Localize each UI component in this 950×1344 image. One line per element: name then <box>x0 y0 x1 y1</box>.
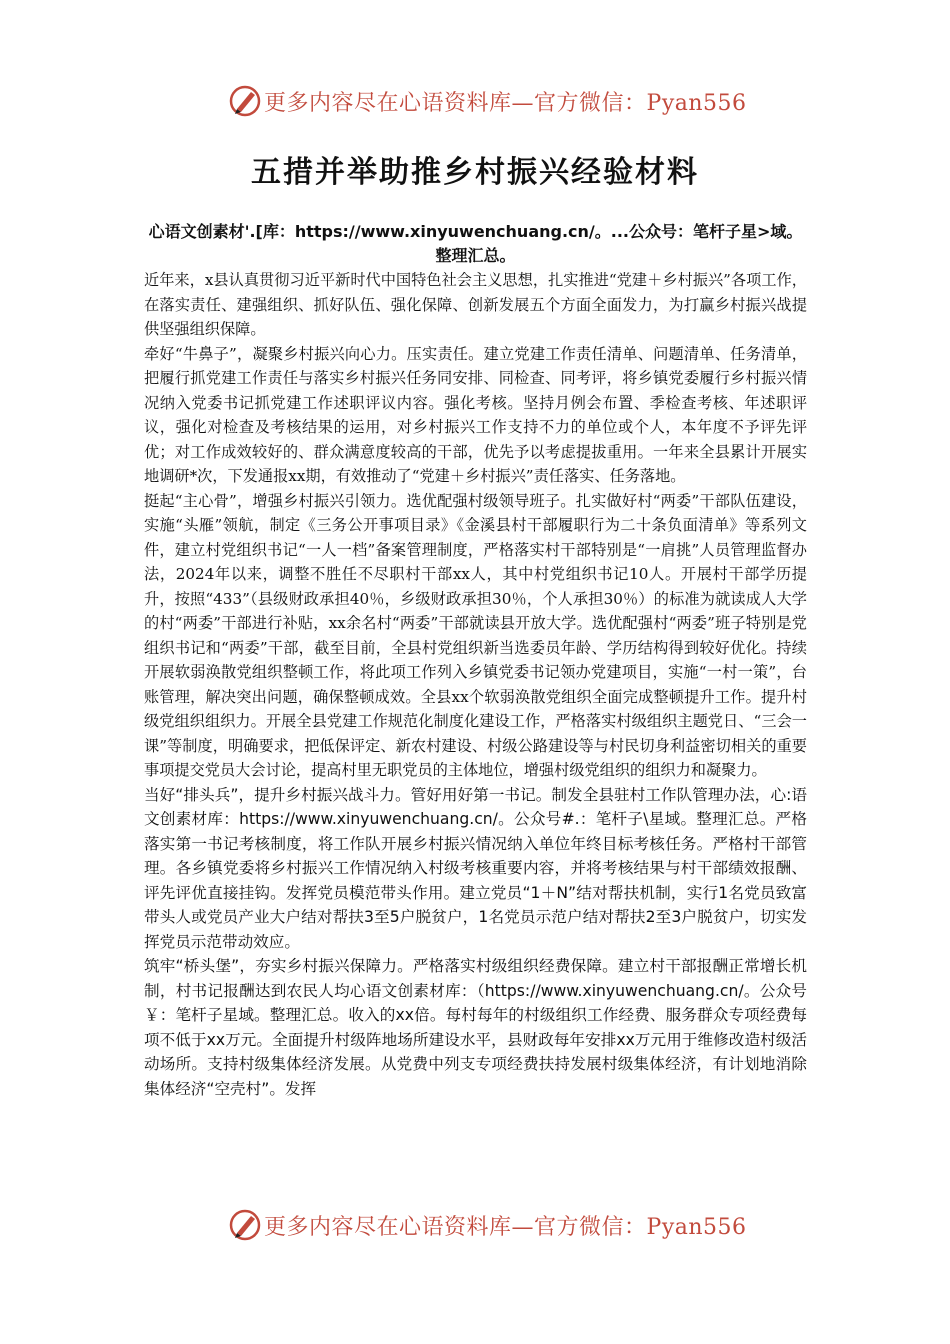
banner-text: 更多内容尽在心语资料库—官方微信：Pyan556 <box>264 1215 747 1240</box>
document-title: 五措并举助推乡村振兴经验材料 <box>251 155 699 190</box>
pen-logo-icon <box>228 84 262 118</box>
paragraph-intro: 近年来，x县认真贯彻习近平新时代中国特色社会主义思想，扎实推进“党建＋乡村振兴”各项工作，在落实责任、建强组织、抓好队伍、强化保障、创新发展五个方面全面发力，为打赢乡村振兴战提供坚强组织保障。 <box>144 271 807 338</box>
wechat-id: Pyan556 <box>646 91 747 116</box>
source-line: 心语文创素材'.[库：https://www.xinyuwenchuang.cn/。...公众号：笔杆子星>域。整理汇总。 <box>148 222 803 265</box>
pen-logo-icon <box>228 1208 262 1242</box>
paragraph-team: 当好“排头兵”，提升乡村振兴战斗力。管好用好第一书记。制发全县驻村工作队管理办法，心:语文创素材库：https://www.xinyuwenchuang.cn/。公众号#.：笔杆子\星域。整理汇总。严格落实第一书记考核制度，将工作队开展乡村振兴情况纳入单位年终目标考核任务。严格村干部管理。各乡镇党委将乡村振兴工作情况纳入村级考核重要内容，并将考核结果与村干部绩效报酬、评先评优直接挂钩。发挥党员模范带头作用。建立党员“1＋N”结对帮扶机制，实行1名党员致富带头人或党员产业大户结对帮扶3至5户脱贫户，1名党员示范户结对帮扶2至3户脱贫户，切实发挥党员示范带动效应。 <box>144 785 807 951</box>
footer-banner <box>0 1206 950 1246</box>
banner-text: 更多内容尽在心语资料库—官方微信：Pyan556 <box>264 91 747 116</box>
document-body <box>144 220 807 1101</box>
paragraph-organization: 挺起“主心骨”，增强乡村振兴引领力。选优配强村级领导班子。扎实做好村“两委”干部队伍建设，实施“头雁”领航，制定《三务公开事项目录》《金溪县村干部履职行为二十条负面清单》等系列文件，建立村党组织书记“一人一档”备案管理制度，严格落实村干部特别是“一肩挑”人员管理监督办法，2024年以来，调整不胜任不尽职村干部xx人，其中村党组织书记10人。开展村干部学历提升，按照“433”（县级财政承担40％，乡级财政承担30％，个人承担30％）的标准为就读成人大学的村“两委”干部进行补贴，xx余名村“两委”干部就读县开放大学。选优配强村“两委”班子特别是党组织书记和“两委”干部，截至目前，全县村党组织新当选委员年龄、学历结构得到较好优化。持续开展软弱涣散党组织整顿工作，将此项工作列入乡镇党委书记领办党建项目，实施“一村一策”，台账管理，解决突出问题，确保整顿成效。全县xx个软弱涣散党组织全面完成整顿提升工作。提升村级党组织组织力。开展全县党建工作规范化制度化建设工作，严格落实村级组织主题党日、“三会一课”等制度，明确要求，把低保评定、新农村建设、村级公路建设等与村民切身利益密切相关的重要事项提交党员大会讨论，提高村里无职党员的主体地位，增强村级党组织的组织力和凝聚力。 <box>144 491 807 779</box>
paragraph-guarantee: 筑牢“桥头堡”，夯实乡村振兴保障力。严格落实村级组织经费保障。建立村干部报酬正常增长机制，村书记报酬达到农民人均心语文创素材库：（https://www.xinyuwenchuang.cn/。公众号￥：笔杆子星域。整理汇总。收入的xx倍。每村每年的村级组织工作经费、服务群众专项经费每项不低于xx万元。全面提升村级阵地场所建设水平，县财政每年安排xx万元用于维修改造村级活动场所。支持村级集体经济发展。从党费中列支专项经费扶持发展村级集体经济，有计划地消除集体经济“空壳村”。发挥 <box>144 957 807 1098</box>
paragraph-responsibility: 牵好“牛鼻子”，凝聚乡村振兴向心力。压实责任。建立党建工作责任清单、问题清单、任务清单，把履行抓党建工作责任与落实乡村振兴任务同安排、同检查、同考评，将乡镇党委履行乡村振兴情况纳入党委书记抓党建工作述职评议内容。强化考核。坚持月例会布置、季检查考核、年述职评议，强化对检查及考核结果的运用，对乡村振兴工作支持不力的单位或个人，本年度不予评先评优；对工作成效较好的、群众满意度较高的干部，优先予以考虑提拔重用。一年来全县累计开展实地调研*次，下发通报xx期，有效推动了“党建＋乡村振兴”责任落实、任务落地。 <box>144 344 807 485</box>
wechat-id: Pyan556 <box>646 1215 747 1240</box>
header-banner <box>0 82 950 122</box>
